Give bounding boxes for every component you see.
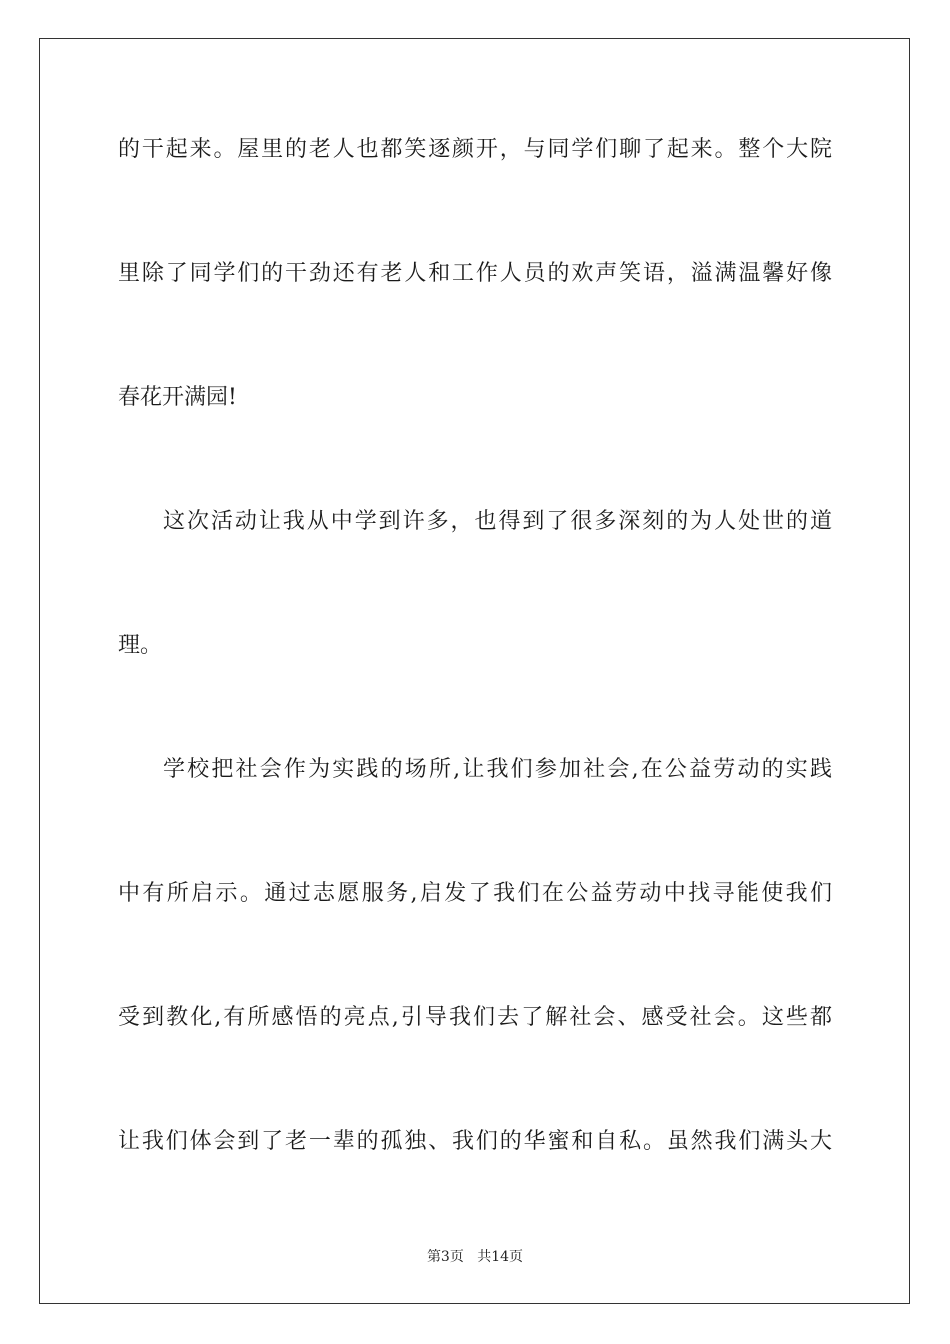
paragraph-line: 中有所启示。通过志愿服务,启发了我们在公益劳动中找寻能使我们 <box>118 881 832 906</box>
paragraph-line: 让我们体会到了老一辈的孤独、我们的华蜜和自私。虽然我们满头大 <box>118 1129 832 1154</box>
page-number: 第3页 <box>426 1249 464 1265</box>
paragraph-line: 理。 <box>118 633 163 658</box>
page-footer <box>0 1248 950 1266</box>
paragraph-line: 学校把社会作为实践的场所,让我们参加社会,在公益劳动的实践 <box>163 757 832 782</box>
paragraph-line: 的干起来。屋里的老人也都笑逐颜开，与同学们聊了起来。整个大院 <box>118 137 832 162</box>
paragraph-line: 受到教化,有所感悟的亮点,引导我们去了解社会、感受社会。这些都 <box>118 1005 832 1030</box>
page-border <box>39 38 910 1304</box>
paragraph-line: 里除了同学们的干劲还有老人和工作人员的欢声笑语，溢满温馨好像 <box>118 261 832 286</box>
paragraph-line: 春花开满园! <box>118 385 237 410</box>
page-total: 共14页 <box>477 1249 524 1265</box>
paragraph-line: 这次活动让我从中学到许多，也得到了很多深刻的为人处世的道 <box>163 509 832 534</box>
